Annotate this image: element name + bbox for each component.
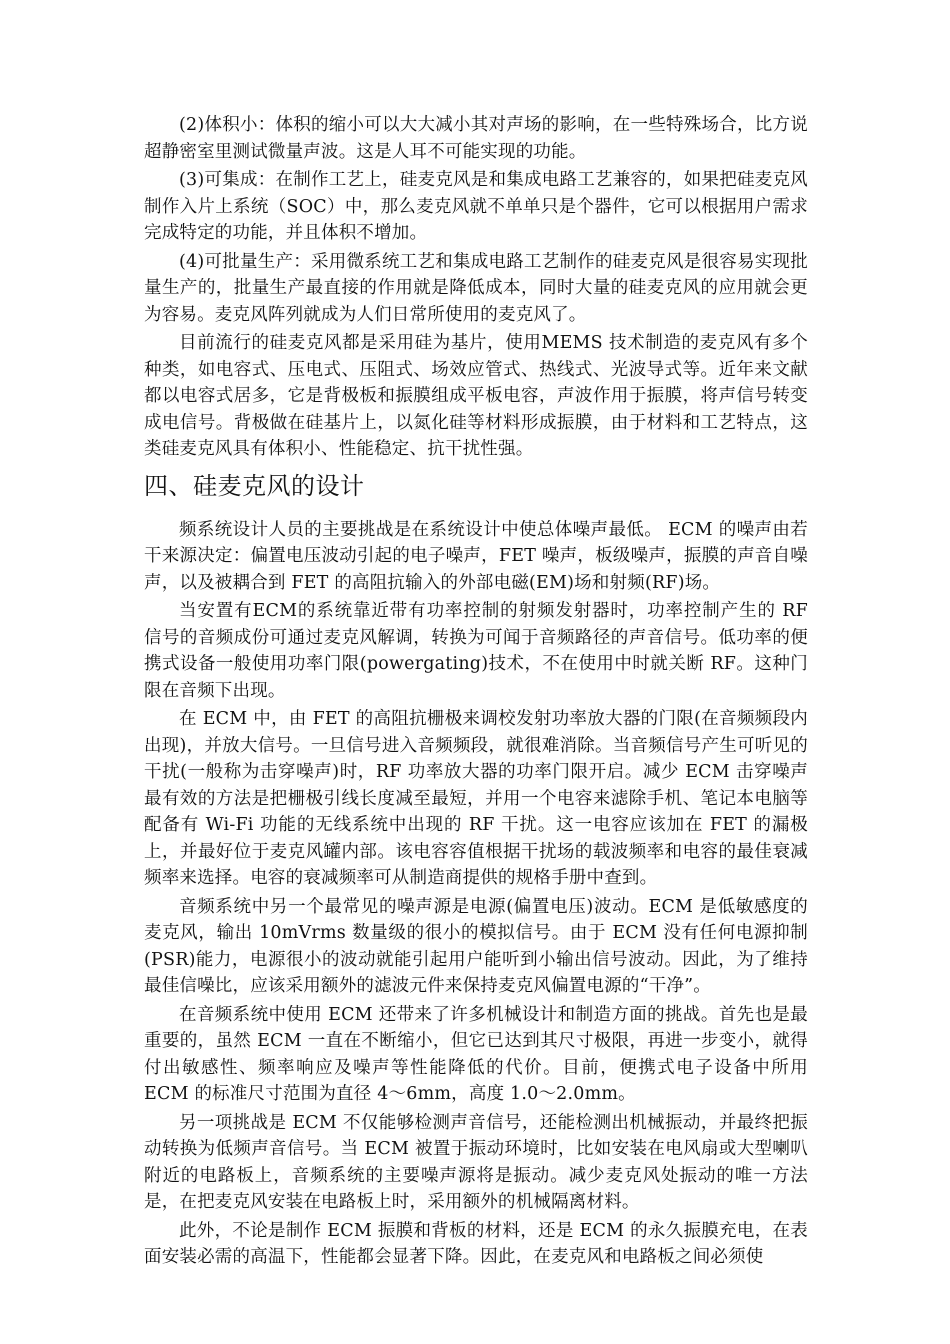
paragraph-vibration: 另一项挑战是 ECM 不仅能够检测声音信号，还能检测出机械振动，并最终把振动转换为低频声音信号。当 ECM 被置于振动环境时，比如安装在电风扇或大型喇叭附近的电路板上，音频系统的主要噪声源将是振动。减少麦克风处振动的唯一方法是，在把麦克风安装在电路板上时，采用额外的机械隔离材料。: [144, 1112, 808, 1212]
paragraph-current-silicon-mics: 目前流行的硅麦克风都是采用硅为基片，使用MEMS 技术制造的麦克风有多个种类，如电容式、压电式、压阻式、场效应管式、热线式、光波导式等。近年来文献都以电容式居多，它是背极板和振膜组成平板电容，声波作用于振膜，将声信号转变成电信号。背极做在硅基片上，以氮化硅等材料形成振膜，由于材料和工艺特点，这类硅麦克风具有体积小、性能稳定、抗干扰性强。: [144, 333, 808, 459]
paragraph-noise-challenge: 频系统设计人员的主要挑战是在系统设计中使总体噪声最低。 ECM 的噪声由若干来源决定：偏置电压波动引起的电子噪声，FET 噪声，板级噪声，振膜的声音自噪声，以及被耦合到 FET 的高阻抗输入的外部电磁(EM)场和射频(RF)场。: [144, 519, 808, 593]
paragraph-integrable: (3)可集成：在制作工艺上，硅麦克风是和集成电路工艺兼容的，如果把硅麦克风制作入片上系统（SOC）中，那么麦克风就不单单只是个器件，它可以根据用户需求完成特定的功能，并且体积不增加。: [144, 170, 808, 243]
paragraph-rf-interference: 当安置有ECM的系统靠近带有功率控制的射频发射器时，功率控制产生的 RF 信号的音频成份可通过麦克风解调，转换为可闻于音频路径的声音信号。低功率的便携式设备一般使用功率门限(powergating)技术，不在使用中时就关断 RF。这种门限在音频下出现。: [144, 601, 808, 701]
paragraph-mass-production: (4)可批量生产：采用微系统工艺和集成电路工艺制作的硅麦克风是很容易实现批量生产的，批量生产最直接的作用就是降低成本，同时大量的硅麦克风的应用就会更为容易。麦克风阵列就成为人们日常所使用的麦克风了。: [144, 251, 808, 325]
paragraph-size-small: (2)体积小：体积的缩小可以大大减小其对声场的影响，在一些特殊场合，比方说超静密室里测试微量声波。这是人耳不可能实现的功能。: [144, 115, 808, 162]
section-heading: 四、硅麦克风的设计: [144, 471, 365, 500]
paragraph-fet-gate: 在 ECM 中，由 FET 的高阻抗栅极来调校发射功率放大器的门限(在音频频段内出现)，并放大信号。一旦信号进入音频频段，就很难消除。当音频信号产生可听见的干扰(一般称为击穿噪声)时，RF 功率放大器的功率门限开启。减少 ECM 击穿噪声最有效的方法是把栅极引线长度减至最短，并用一个电容来滤除手机、笔记本电脑等配备有 Wi-Fi 功能的无线系统中出现的 RF 干扰。这一电容应该加在 FET 的漏极上，并最好位于麦克风罐内部。该电容容值根据干扰场的载波频率和电容的最佳衰减频率来选择。电容的衰减频率可从制造商提供的规格手册中查到。: [144, 709, 808, 888]
paragraph-high-temperature: 此外，不论是制作 ECM 振膜和背板的材料，还是 ECM 的永久振膜充电，在表面安装必需的高温下，性能都会显著下降。因此，在麦克风和电路板之间必须使: [144, 1220, 808, 1267]
document-page: [144, 112, 808, 1273]
paragraph-mechanical-design: 在音频系统中使用 ECM 还带来了许多机械设计和制造方面的挑战。首先也是最重要的，虽然 ECM 一直在不断缩小，但它已达到其尺寸极限，再进一步变小，就得付出敏感性、频率响应及噪声等性能降低的代价。目前，便携式电子设备中所用 ECM 的标准尺寸范围为直径 4～6mm，高度 1.0～2.0mm。: [144, 1004, 808, 1104]
paragraph-power-supply-noise: 音频系统中另一个最常见的噪声源是电源(偏置电压)波动。ECM 是低敏感度的麦克风，输出 10mVrms 数量级的很小的模拟信号。由于 ECM 没有任何电源抑制(PSR)能力，电源很小的波动就能引起用户能听到小输出信号波动。因此，为了维持最佳信噪比，应该采用额外的滤波元件来保持麦克风偏置电源的“干净”。: [144, 896, 808, 996]
